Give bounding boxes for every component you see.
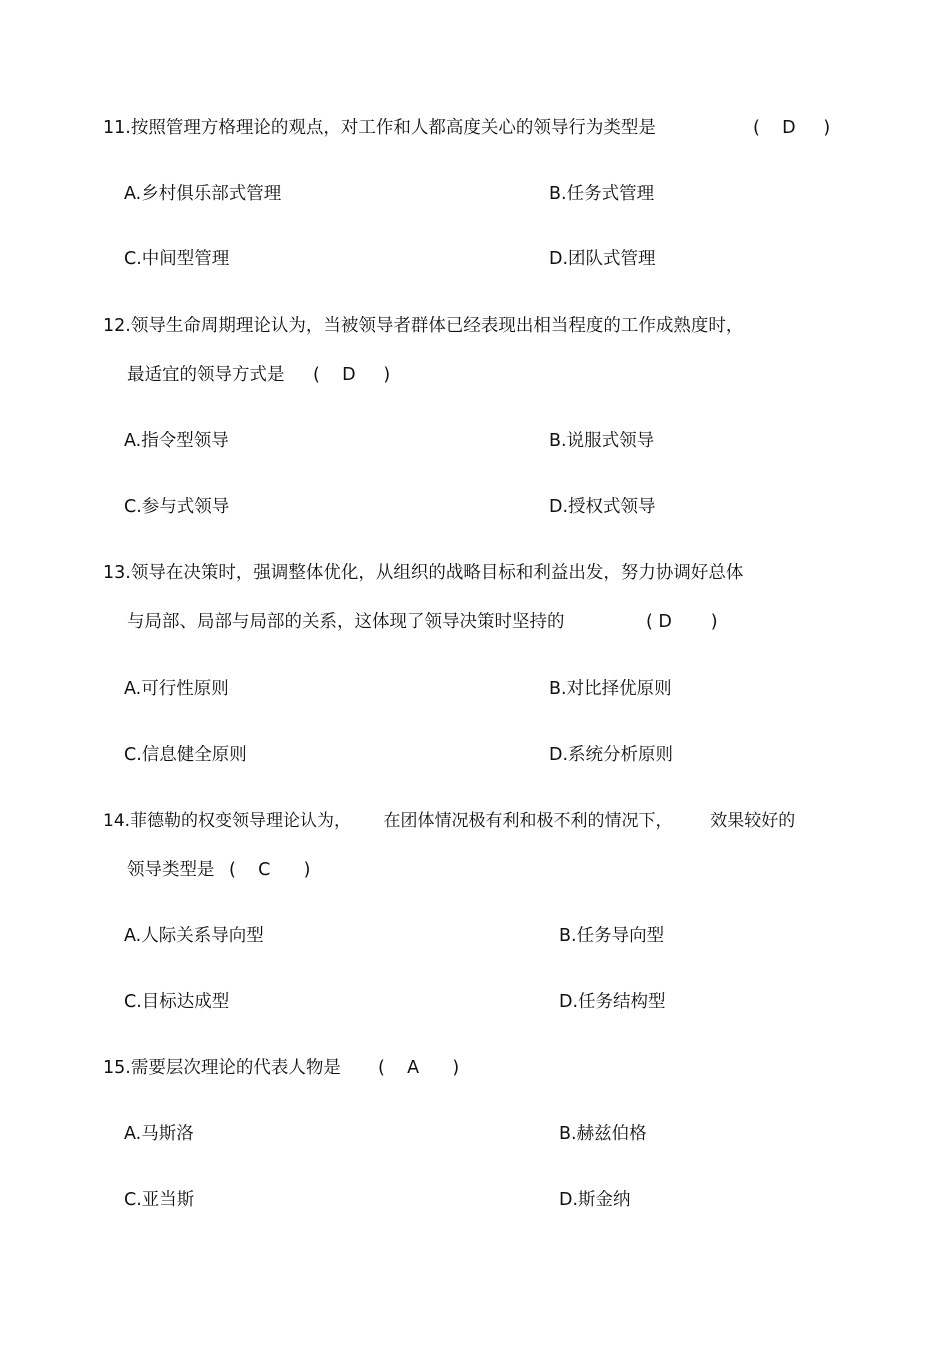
question-13-option-c: C.信息健全原则 <box>124 745 247 765</box>
question-15-option-a: A.马斯洛 <box>124 1124 194 1144</box>
question-14-answer: ( C ) <box>229 860 311 880</box>
question-12-option-d: D.授权式领导 <box>549 497 656 517</box>
question-12-stem: 12.领导生命周期理论认为，当被领导者群体已经表现出相当程度的工作成熟度时， <box>103 316 744 336</box>
question-14-option-b: B.任务导向型 <box>559 926 665 946</box>
question-15-option-d: D.斯金纳 <box>559 1190 631 1210</box>
question-11-option-c: C.中间型管理 <box>124 249 230 269</box>
question-13-option-b: B.对比择优原则 <box>549 679 672 699</box>
question-11-option-b: B.任务式管理 <box>549 184 655 204</box>
question-14-option-d: D.任务结构型 <box>559 992 666 1012</box>
question-14-stem-continued: 领导类型是 <box>127 860 215 880</box>
question-12-stem-continued: 最适宜的领导方式是 <box>127 365 285 385</box>
question-14-option-c: C.目标达成型 <box>124 992 230 1012</box>
question-12-option-c: C.参与式领导 <box>124 497 230 517</box>
question-15-option-c: C.亚当斯 <box>124 1190 195 1210</box>
question-14-stem: 14.菲德勒的权变领导理论认为， 在团体情况极有利和极不利的情况下， 效果较好的 <box>103 811 796 831</box>
question-12-answer: ( D ) <box>313 365 391 385</box>
question-13-option-d: D.系统分析原则 <box>549 745 674 765</box>
question-13-option-a: A.可行性原则 <box>124 679 229 699</box>
question-11-stem: 11.按照管理方格理论的观点，对工作和人都高度关心的领导行为类型是 <box>103 118 656 138</box>
question-12-option-b: B.说服式领导 <box>549 431 655 451</box>
question-13-answer: ( D ) <box>646 612 718 632</box>
question-11-option-d: D.团队式管理 <box>549 249 656 269</box>
question-14-option-a: A.人际关系导向型 <box>124 926 264 946</box>
question-15-stem: 15.需要层次理论的代表人物是 <box>103 1058 341 1078</box>
question-13-stem: 13.领导在决策时，强调整体优化，从组织的战略目标和利益出发，努力协调好总体 <box>103 563 744 583</box>
question-13-stem-continued: 与局部、局部与局部的关系，这体现了领导决策时坚持的 <box>127 612 565 632</box>
question-12-option-a: A.指令型领导 <box>124 431 229 451</box>
question-11-answer: ( D ) <box>753 118 831 138</box>
question-15-option-b: B.赫兹伯格 <box>559 1124 647 1144</box>
question-11-option-a: A.乡村俱乐部式管理 <box>124 184 282 204</box>
question-15-answer: ( A ) <box>378 1058 460 1078</box>
